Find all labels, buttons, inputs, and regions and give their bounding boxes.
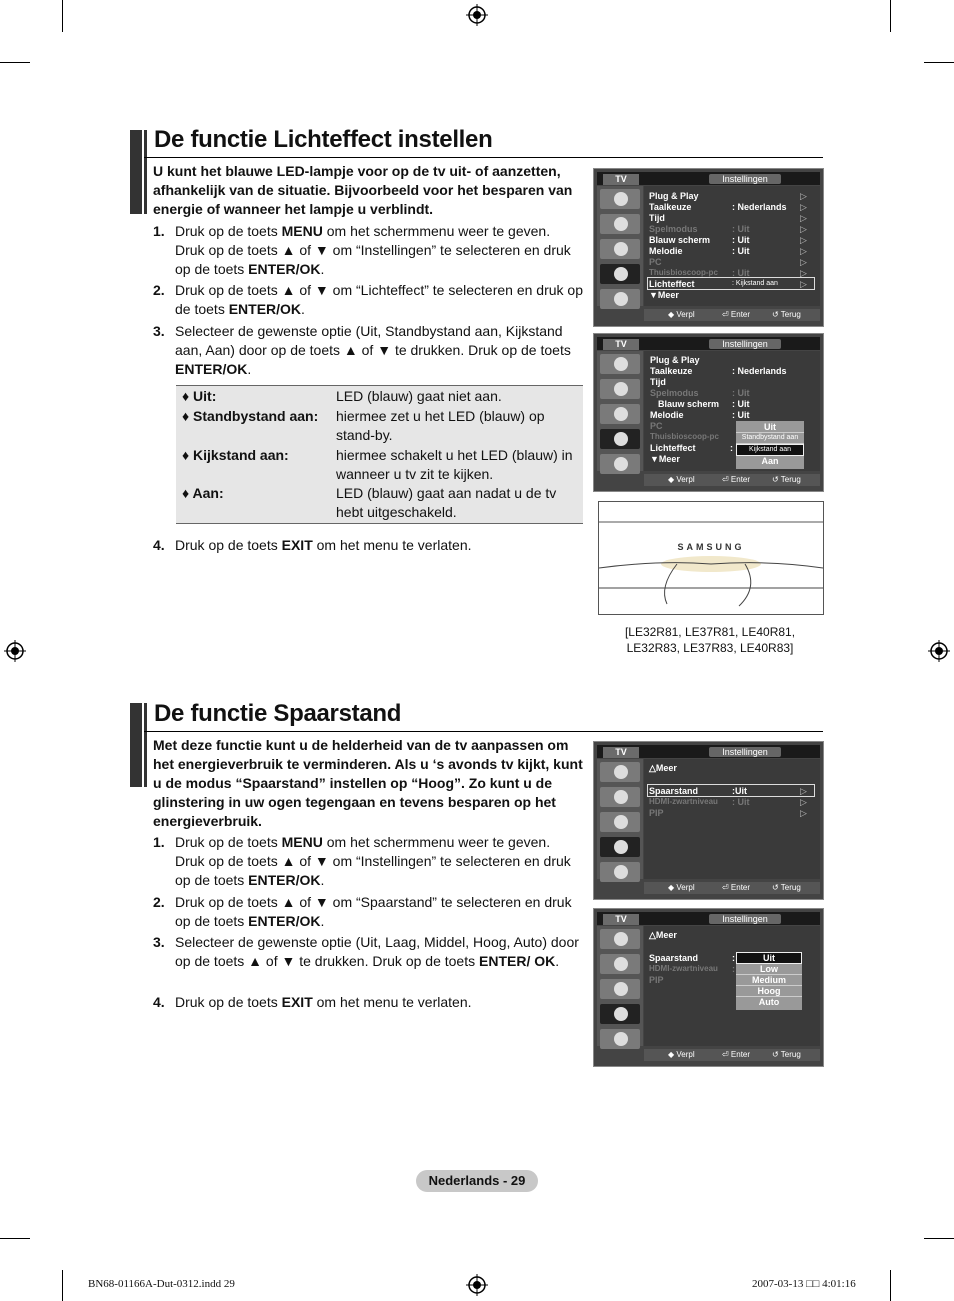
menu-item[interactable]: Tijd bbox=[649, 213, 665, 223]
osd-title: Instellingen bbox=[709, 174, 781, 184]
dropdown-option[interactable]: Low bbox=[736, 964, 802, 975]
setup-gear-icon bbox=[600, 837, 640, 857]
crop-mark bbox=[890, 1270, 891, 1301]
arrow-right-icon: ▷ bbox=[800, 224, 807, 234]
menu-back[interactable]: △Meer bbox=[649, 930, 677, 940]
dropdown-option[interactable]: Auto bbox=[758, 997, 780, 1007]
sound-icon bbox=[600, 954, 640, 974]
osd-screen bbox=[593, 168, 824, 327]
menu-value: : Nederlands bbox=[732, 202, 787, 212]
sound-icon bbox=[600, 214, 640, 234]
menu-item[interactable]: Spaarstand bbox=[649, 786, 699, 796]
menu-item[interactable]: Melodie bbox=[649, 246, 683, 256]
menu-item[interactable]: PIP bbox=[649, 975, 664, 985]
picture-icon bbox=[600, 354, 640, 374]
menu-item[interactable]: HDMI-zwartniveau bbox=[649, 797, 718, 806]
osd-footer: ◆ Verpl ⏎ Enter ↺ Terug bbox=[644, 882, 820, 894]
menu-value: : Uit bbox=[732, 399, 750, 409]
dropdown-option[interactable]: Aan bbox=[761, 456, 779, 466]
step-1: 1. Druk op de toets MENU om het schermmenu weer te geven. Druk op de toets ▲ of ▼ om “Instellingen” te selecteren en druk op de toets ENTER/OK. bbox=[153, 833, 583, 890]
channel-icon bbox=[600, 239, 640, 259]
section-rule bbox=[144, 731, 823, 732]
crop-mark bbox=[924, 1238, 954, 1239]
file-slug: BN68-01166A-Dut-0312.indd 29 bbox=[88, 1278, 235, 1290]
date-slug: 2007-03-13 □□ 4:01:16 bbox=[752, 1278, 856, 1290]
registration-mark-icon bbox=[928, 640, 950, 662]
step-2: 2. Druk op de toets ▲ of ▼ om “Spaarstand” te selecteren en druk op de toets ENTER/OK. bbox=[153, 893, 583, 931]
menu-value: : Uit bbox=[732, 268, 750, 278]
dropdown-option[interactable]: Uit bbox=[736, 422, 804, 433]
step-3: 3. Selecteer de gewenste optie (Uit, Standbystand aan, Kijkstand aan, Aan) door op de toets ▲ of ▼ te drukken. Druk op de toets ENTER/OK. bbox=[153, 322, 583, 379]
step-text: Selecteer de gewenste optie (Uit, Standbystand aan, Kijkstand aan, Aan) door op de toets ▲ of ▼ te drukken. Druk op de toets ENTER/OK. bbox=[175, 323, 571, 377]
menu-item[interactable]: Blauw scherm bbox=[658, 399, 720, 409]
crop-mark bbox=[0, 1238, 30, 1239]
arrow-right-icon: ▷ bbox=[800, 191, 807, 201]
section-intro: Met deze functie kunt u de helderheid van de tv aanpassen om het energieverbruik te verminderen. Als u ‘s avonds tv kijkt, kunt u de modus “Spaarstand” instellen op “Hoog”. Zo kunt u de glinstering in uw ogen tegengaan en tevens besparen op het energieverbruik. bbox=[153, 737, 583, 829]
dropdown-option[interactable]: Hoog bbox=[736, 986, 802, 997]
menu-item[interactable]: PC bbox=[649, 257, 662, 267]
menu-value: : bbox=[732, 964, 735, 974]
osd-tv-label: TV bbox=[603, 339, 639, 350]
section-title: De functie Lichteffect instellen bbox=[154, 126, 493, 153]
options-table: ♦ Uit: LED (blauw) gaat niet aan. ♦ Standbystand aan: hiermee zet u het LED (blauw) op stand-by. ♦ Kijkstand aan: hiermee schakelt u het LED (blauw) in wanneer u tv zit te kijken. ♦ Aan: LED (blauw) gaat aan nadat u de tv hebt uitgeschakeld. bbox=[176, 385, 583, 524]
step-text: Druk op de toets MENU om het schermmenu weer te geven. Druk op de toets ▲ of ▼ om “Instellingen” te selecteren en druk op de toets ENTER/OK. bbox=[175, 834, 571, 888]
step-text: Druk op de toets EXIT om het menu te verlaten. bbox=[175, 994, 472, 1010]
menu-item[interactable]: Melodie bbox=[650, 410, 684, 420]
osd-footer: ◆ Verpl ⏎ Enter ↺ Terug bbox=[644, 474, 820, 486]
osd-screen bbox=[593, 741, 824, 900]
osd-sidebar bbox=[597, 926, 643, 1046]
menu-value: : Kijkstand aan bbox=[732, 280, 778, 287]
model-caption: [LE32R81, LE37R81, LE40R81, LE32R83, LE37R83, LE40R83] bbox=[624, 625, 796, 655]
step-text: Selecteer de gewenste optie (Uit, Laag, Middel, Hoog, Auto) door op de toets ▲ of ▼ te drukken. Druk op de toets ENTER/ OK. bbox=[175, 934, 579, 969]
section-bar bbox=[130, 130, 142, 214]
setup-gear-icon bbox=[600, 1004, 640, 1024]
menu-item[interactable]: Taalkeuze bbox=[649, 202, 692, 212]
channel-icon bbox=[600, 404, 640, 424]
picture-icon bbox=[600, 929, 640, 949]
sound-icon bbox=[600, 787, 640, 807]
menu-item[interactable]: HDMI-zwartniveau bbox=[649, 964, 718, 973]
osd-title: Instellingen bbox=[709, 339, 781, 349]
arrow-right-icon: ▷ bbox=[800, 202, 807, 212]
picture-icon bbox=[600, 189, 640, 209]
step-text: Druk op de toets MENU om het schermmenu weer te geven. Druk op de toets ▲ of ▼ om “Instellingen” te selecteren en druk op de toets ENTER/OK. bbox=[175, 223, 571, 277]
step-4: 4. Druk op de toets EXIT om het menu te verlaten. bbox=[153, 993, 583, 1012]
sound-icon bbox=[600, 379, 640, 399]
osd-menu bbox=[644, 926, 820, 1046]
osd-screen bbox=[593, 908, 824, 1067]
crop-mark bbox=[890, 0, 891, 32]
menu-item[interactable]: ▼Meer bbox=[649, 290, 679, 300]
osd-sidebar bbox=[597, 186, 643, 306]
input-icon bbox=[600, 1029, 640, 1049]
arrow-right-icon: ▷ bbox=[800, 797, 807, 807]
menu-item[interactable]: Tijd bbox=[650, 377, 666, 387]
section-bar bbox=[144, 703, 147, 787]
setup-gear-icon bbox=[600, 264, 640, 284]
page-number-badge: Nederlands - 29 bbox=[416, 1170, 538, 1192]
step-2: 2. Druk op de toets ▲ of ▼ om “Lichteffect” te selecteren en druk op de toets ENTER/OK. bbox=[153, 282, 583, 317]
arrow-right-icon: ▷ bbox=[800, 257, 807, 267]
osd-sidebar bbox=[597, 351, 643, 471]
osd-footer: ◆ Verpl ⏎ Enter ↺ Terug bbox=[644, 309, 820, 321]
lichteffect-dropdown[interactable] bbox=[736, 421, 804, 469]
menu-item[interactable]: Plug & Play bbox=[650, 355, 700, 365]
section-title: De functie Spaarstand bbox=[154, 700, 402, 727]
setup-gear-icon bbox=[600, 429, 640, 449]
osd-tv-label: TV bbox=[603, 914, 639, 925]
osd-tv-label: TV bbox=[603, 174, 639, 185]
arrow-right-icon: ▷ bbox=[800, 279, 807, 289]
menu-item[interactable]: Blauw scherm bbox=[649, 235, 711, 245]
menu-item[interactable]: Lichteffect bbox=[649, 279, 695, 289]
menu-item[interactable]: Spelmodus bbox=[650, 388, 699, 398]
input-icon bbox=[600, 454, 640, 474]
menu-value: : Nederlands bbox=[732, 366, 787, 376]
osd-title: Instellingen bbox=[709, 914, 781, 924]
menu-item[interactable]: PIP bbox=[649, 808, 664, 818]
osd-menu bbox=[644, 759, 820, 879]
dropdown-option-selected[interactable]: Kijkstand aan bbox=[736, 444, 804, 456]
registration-mark-icon bbox=[466, 4, 488, 26]
channel-icon bbox=[600, 979, 640, 999]
channel-icon bbox=[600, 812, 640, 832]
arrow-right-icon: ▷ bbox=[800, 213, 807, 223]
tv-illustration bbox=[598, 501, 824, 615]
arrow-right-icon: ▷ bbox=[800, 786, 807, 796]
section-bar bbox=[144, 130, 147, 214]
section-bar bbox=[130, 703, 142, 787]
picture-icon bbox=[600, 762, 640, 782]
menu-value: : Uit bbox=[732, 224, 750, 234]
menu-value: : Uit bbox=[732, 388, 750, 398]
spaarstand-dropdown[interactable] bbox=[736, 952, 802, 1010]
osd-title: Instellingen bbox=[709, 747, 781, 757]
menu-item[interactable]: Spelmodus bbox=[649, 224, 698, 234]
step-3: 3. Selecteer de gewenste optie (Uit, Laag, Middel, Hoog, Auto) door op de toets ▲ of ▼ te drukken. Druk op de toets ENTER/ OK. bbox=[153, 933, 583, 971]
input-icon bbox=[600, 862, 640, 882]
arrow-right-icon: ▷ bbox=[800, 808, 807, 818]
step-4: 4. Druk op de toets EXIT om het menu te verlaten. bbox=[153, 536, 583, 555]
menu-item[interactable]: Spaarstand bbox=[649, 953, 699, 963]
step-text: Druk op de toets ▲ of ▼ om “Lichteffect” te selecteren en druk op de toets ENTER/OK. bbox=[175, 282, 583, 317]
menu-item[interactable]: Plug & Play bbox=[649, 191, 699, 201]
section-intro: U kunt het blauwe LED-lampje voor op de tv uit- of aanzetten, afhankelijk van de situatie. Bijvoorbeeld voor het besparen van energie of wanneer het lampje u verblindt. bbox=[153, 163, 573, 217]
dropdown-option[interactable]: Medium bbox=[736, 975, 802, 986]
menu-item[interactable]: Taalkeuze bbox=[650, 366, 693, 376]
tv-front-drawing bbox=[599, 502, 823, 614]
menu-back[interactable]: △Meer bbox=[649, 763, 677, 773]
menu-value: : Uit bbox=[732, 410, 750, 420]
menu-item[interactable]: Thuisbioscoop-pc bbox=[649, 268, 718, 277]
arrow-right-icon: ▷ bbox=[800, 268, 807, 278]
osd-tv-label: TV bbox=[603, 747, 639, 758]
osd-menu bbox=[644, 186, 820, 306]
section-rule bbox=[144, 157, 823, 158]
osd-footer: ◆ Verpl ⏎ Enter ↺ Terug bbox=[644, 1049, 820, 1061]
dropdown-option-selected[interactable]: Uit bbox=[736, 952, 802, 964]
step-text: Druk op de toets EXIT om het menu te verlaten. bbox=[175, 537, 472, 553]
brand-logo: SAMSUNG bbox=[677, 542, 745, 552]
menu-value: :Uit bbox=[732, 786, 747, 796]
arrow-right-icon: ▷ bbox=[800, 246, 807, 256]
registration-mark-icon bbox=[466, 1274, 488, 1296]
osd-menu bbox=[644, 351, 820, 471]
menu-value: : Uit bbox=[732, 246, 750, 256]
crop-mark bbox=[0, 62, 30, 63]
crop-mark bbox=[62, 1270, 63, 1301]
menu-item[interactable]: PC bbox=[650, 421, 663, 431]
step-1: 1. Druk op de toets MENU om het schermmenu weer te geven. Druk op de toets ▲ of ▼ om “Instellingen” te selecteren en druk op de toets ENTER/OK. bbox=[153, 222, 583, 279]
menu-item[interactable]: Thuisbioscoop-pc bbox=[650, 432, 719, 441]
menu-item[interactable]: ▼Meer bbox=[650, 454, 680, 464]
menu-item[interactable]: Lichteffect bbox=[650, 443, 696, 453]
input-icon bbox=[600, 289, 640, 309]
registration-mark-icon bbox=[4, 640, 26, 662]
osd-sidebar bbox=[597, 759, 643, 879]
osd-screen bbox=[593, 333, 824, 492]
crop-mark bbox=[62, 0, 63, 32]
menu-value: : bbox=[732, 953, 735, 963]
arrow-right-icon: ▷ bbox=[800, 235, 807, 245]
menu-value: : bbox=[730, 443, 733, 453]
crop-mark bbox=[924, 62, 954, 63]
menu-value: : Uit bbox=[732, 235, 750, 245]
dropdown-option[interactable]: Standbystand aan bbox=[736, 433, 804, 444]
step-text: Druk op de toets ▲ of ▼ om “Spaarstand” te selecteren en druk op de toets ENTER/OK. bbox=[175, 894, 572, 929]
menu-value: : Uit bbox=[732, 797, 750, 807]
